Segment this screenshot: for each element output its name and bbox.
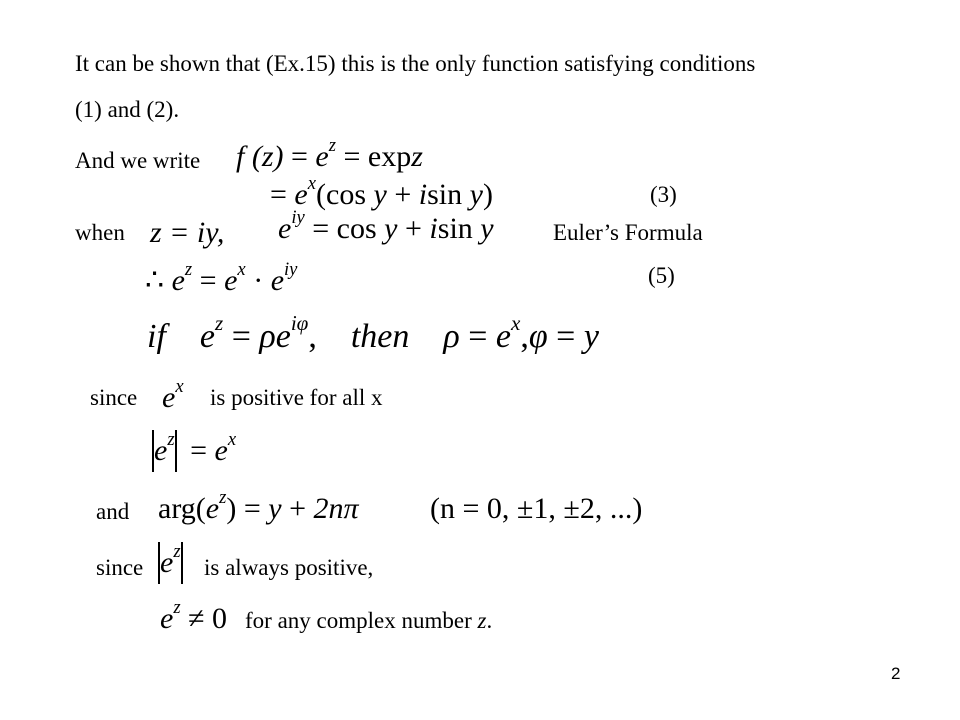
always-positive-text: is always positive, — [204, 555, 374, 580]
and-we-write-label: And we write — [75, 148, 201, 173]
equation-3-expansion: = $e^x(\cos$ y + isin y) — [270, 173, 493, 211]
since-label-2: since — [96, 555, 144, 580]
eulers-formula-label: Euler’s Formula — [553, 220, 703, 245]
intro-line-1: It can be shown that (Ex.15) this is the only function satisfying conditions — [75, 51, 756, 76]
intro-line-2: (1) and (2). — [75, 97, 180, 122]
equation-polar-if-then: if $e^z = \rho e^{i\varphi}$, then $\rho = e^x,\varphi = y$ — [147, 311, 599, 355]
equation-euler: $e^{iy} = \cos y + isin$ y — [278, 207, 494, 245]
equation-5-label: (5) — [648, 263, 675, 288]
equation-modulus: $e^z = e^x$ — [152, 430, 236, 472]
for-any-complex-text: for any complex number z. — [245, 608, 493, 633]
page-number: 2 — [891, 664, 901, 683]
equation-3-label: (3) — [650, 182, 677, 207]
math-modulus-ez: $e^z$ — [158, 542, 183, 584]
equation-ez-nonzero: $e^z \ne 0$ — [160, 597, 228, 635]
equation-z-eq-iy: z = iy, — [150, 216, 225, 249]
when-label: when — [75, 220, 125, 245]
equation-argument: $arg(e^z) = y + 2n\pi$ — [158, 487, 359, 525]
equation-n-range: (n = 0, ±1, ±2, ...) — [430, 492, 643, 525]
equation-fz-definition: f $(z) = e^z = \exp z$ — [236, 135, 423, 173]
and-label: and — [96, 499, 130, 524]
positive-for-all-x-text: is positive for all x — [210, 385, 383, 410]
math-e-x: $e^x$ — [162, 376, 184, 414]
equation-5-product: ∴ $e^z = e^x \cdot e^{iy}$ — [145, 259, 298, 297]
since-label-1: since — [90, 385, 138, 410]
